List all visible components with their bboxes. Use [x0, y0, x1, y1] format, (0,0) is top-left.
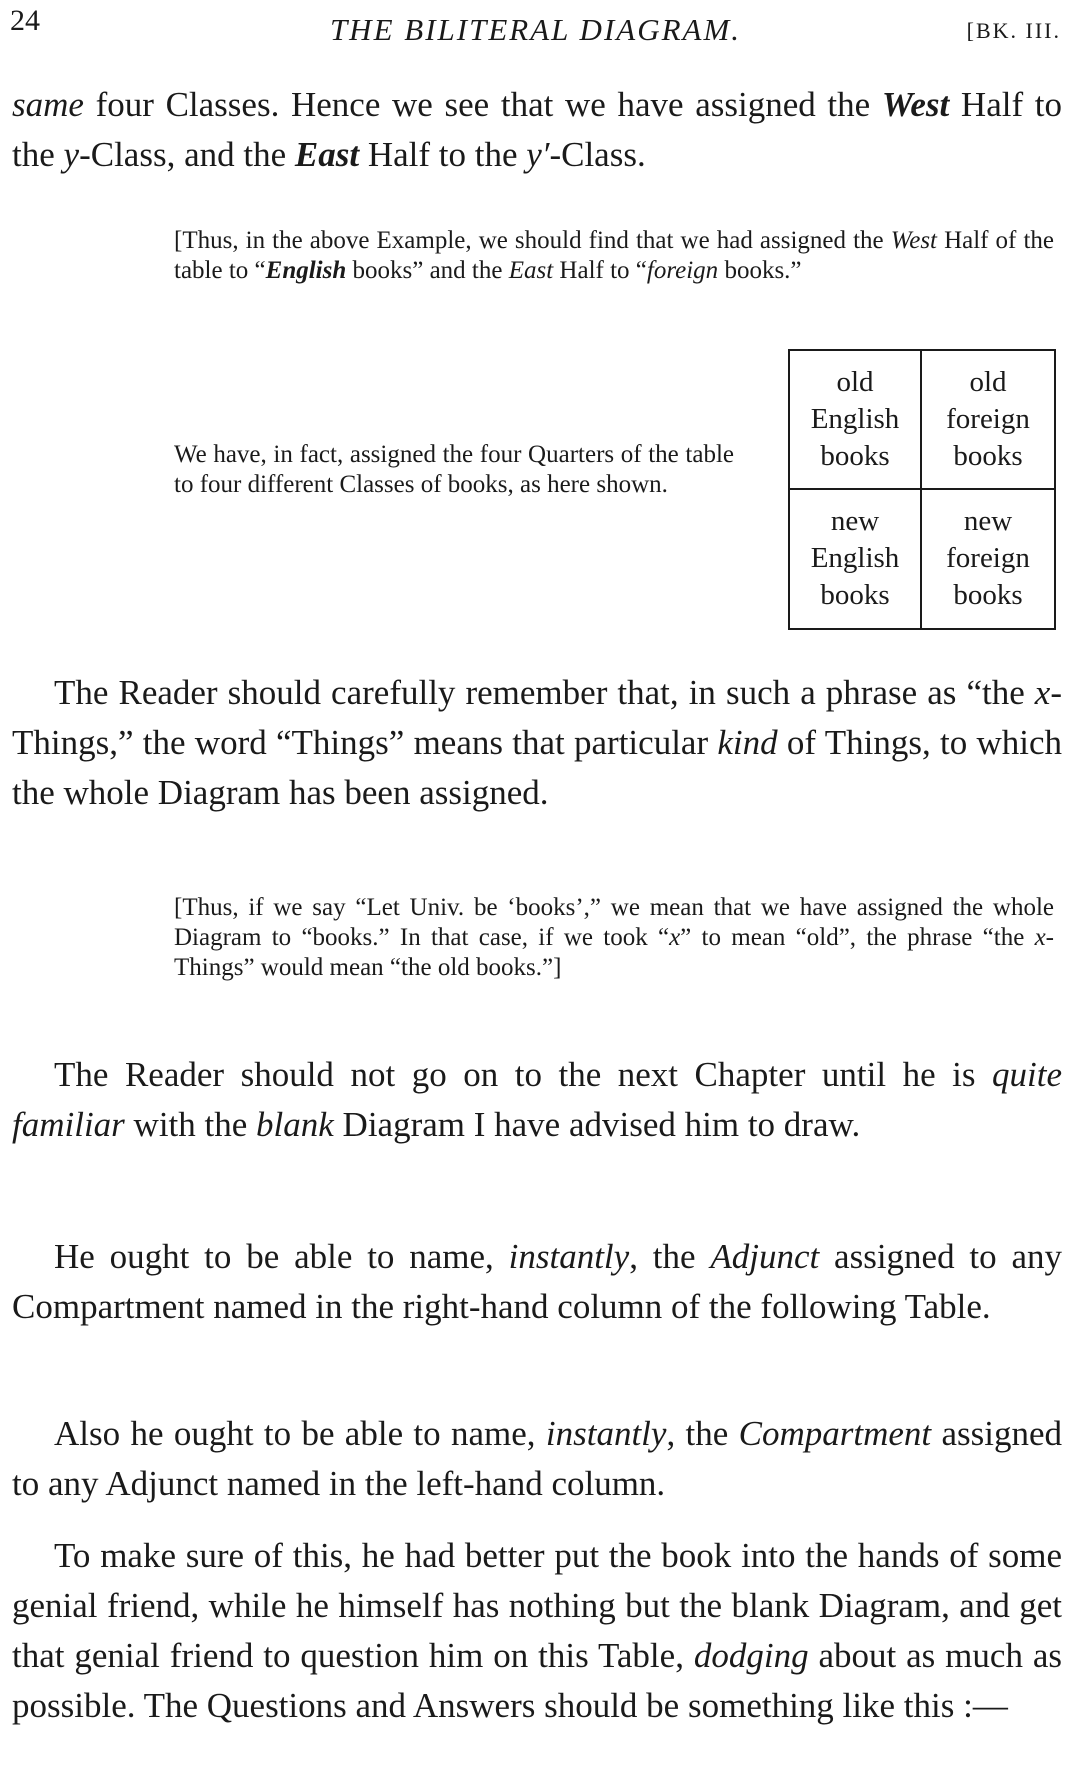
text-run: -Class, and the	[79, 135, 295, 174]
cell-line: books	[953, 579, 1023, 612]
emphasis: x	[1034, 924, 1046, 951]
text-run: books” and the	[346, 257, 509, 284]
text-run: four Classes. Hence we see that we have assigned the	[83, 85, 882, 124]
emphasis: x	[669, 924, 681, 951]
paragraph-not-go-on	[12, 1050, 1062, 1150]
text-run: , the	[666, 1414, 739, 1453]
cell-new-foreign-books	[922, 490, 1054, 629]
cell-line: books	[820, 579, 890, 612]
text-run: Half to “	[553, 257, 647, 284]
paragraph-name-adjunct	[12, 1232, 1062, 1332]
text-run: The Reader should carefully remember that, in such a phrase as “the	[54, 673, 1035, 712]
text-run: He ought to be able to name,	[54, 1237, 509, 1276]
quarters-table	[788, 349, 1056, 630]
cell-old-foreign-books	[922, 351, 1054, 490]
emphasis: Adjunct	[710, 1237, 820, 1276]
emphasis: instantly	[508, 1237, 630, 1276]
emphasis: instantly	[545, 1414, 667, 1453]
text-run: Half of the table to “	[174, 227, 1054, 284]
text-run: about as much as possible. The Questions and Answers should be something like this :—	[12, 1636, 1062, 1725]
emphasis: y	[63, 135, 80, 174]
text-run: -Things” would mean “the old books.”]	[174, 924, 1054, 981]
text-run: , the	[629, 1237, 711, 1276]
text-run: Half to the	[359, 135, 527, 174]
cell-line: English	[810, 402, 900, 435]
book-reference: [BK. III.	[966, 18, 1061, 43]
emphasis: kind	[717, 723, 778, 762]
text-run: To make sure of this, he had better put the book into the hands of some genial friend, while he himself has nothing but the blank Diagram, and get that genial friend to question him on this Table,	[12, 1536, 1062, 1675]
cell-line: old	[969, 365, 1007, 398]
text-run: -Class.	[549, 135, 646, 174]
page-number: 24	[10, 4, 40, 37]
emphasis: y′	[526, 135, 550, 174]
emphasis: same	[12, 85, 84, 124]
emphasis: Compartment	[738, 1414, 932, 1453]
text-run: with the	[124, 1105, 257, 1144]
emphasis: East	[294, 135, 360, 174]
paragraph-reader-remember	[12, 668, 1062, 818]
cell-line: new	[963, 505, 1013, 538]
text-run: books.”	[718, 257, 802, 284]
running-title: THE BILITERAL DIAGRAM.	[329, 12, 742, 47]
emphasis: East	[508, 257, 554, 284]
emphasis: West	[881, 85, 950, 124]
text-run: Diagram I have advised him to draw.	[333, 1105, 861, 1144]
note-univ-books	[174, 893, 1054, 983]
text-run: assigned to any Adjunct named in the left-hand column.	[12, 1414, 1062, 1503]
text-run: [Thus, if we say “Let Univ. be ‘books’,” we mean that we have assigned the whole Diagram to “books.” In that case, if we took “	[174, 894, 1054, 951]
cell-new-english-books	[790, 490, 922, 629]
note-english-foreign	[174, 226, 1054, 286]
cell-line: books	[953, 439, 1023, 472]
text-run: ” to mean “old”, the phrase “the	[680, 924, 1035, 951]
text-run: -Things,” the word “Things” means that particular	[12, 673, 1062, 762]
paragraph-continuation	[12, 80, 1062, 180]
text-run: of Things, to which the whole Diagram has been assigned.	[12, 723, 1062, 812]
cell-line: old	[836, 365, 874, 398]
emphasis: dodging	[693, 1636, 809, 1675]
text-run: The Reader should not go on to the next Chapter until he is	[54, 1055, 993, 1094]
emphasis: West	[890, 227, 937, 254]
emphasis: English	[265, 257, 347, 284]
paragraph-make-sure	[12, 1531, 1062, 1731]
page-header	[10, 4, 1061, 48]
emphasis: quite familiar	[12, 1055, 1062, 1144]
cell-line: English	[810, 542, 900, 575]
text-run: [Thus, in the above Example, we should find that we had assigned the	[174, 227, 891, 254]
emphasis: x	[1034, 673, 1051, 712]
cell-line: foreign	[946, 542, 1030, 575]
text-run: Also he ought to be able to name,	[54, 1414, 546, 1453]
paragraph-name-compartment	[12, 1409, 1062, 1509]
cell-line: books	[820, 439, 890, 472]
cell-line: new	[830, 505, 880, 538]
cell-line: foreign	[946, 402, 1030, 435]
text-run: Half to the	[12, 85, 1062, 174]
note-four-quarters: We have, in fact, assigned the four Quarters of the table to four different Classes of books, as here shown.	[174, 441, 734, 498]
text-run: assigned to any Compartment named in the right-hand column of the following Table.	[12, 1237, 1063, 1326]
cell-old-english-books	[790, 351, 922, 490]
emphasis: foreign	[646, 257, 719, 284]
emphasis: blank	[256, 1105, 334, 1144]
